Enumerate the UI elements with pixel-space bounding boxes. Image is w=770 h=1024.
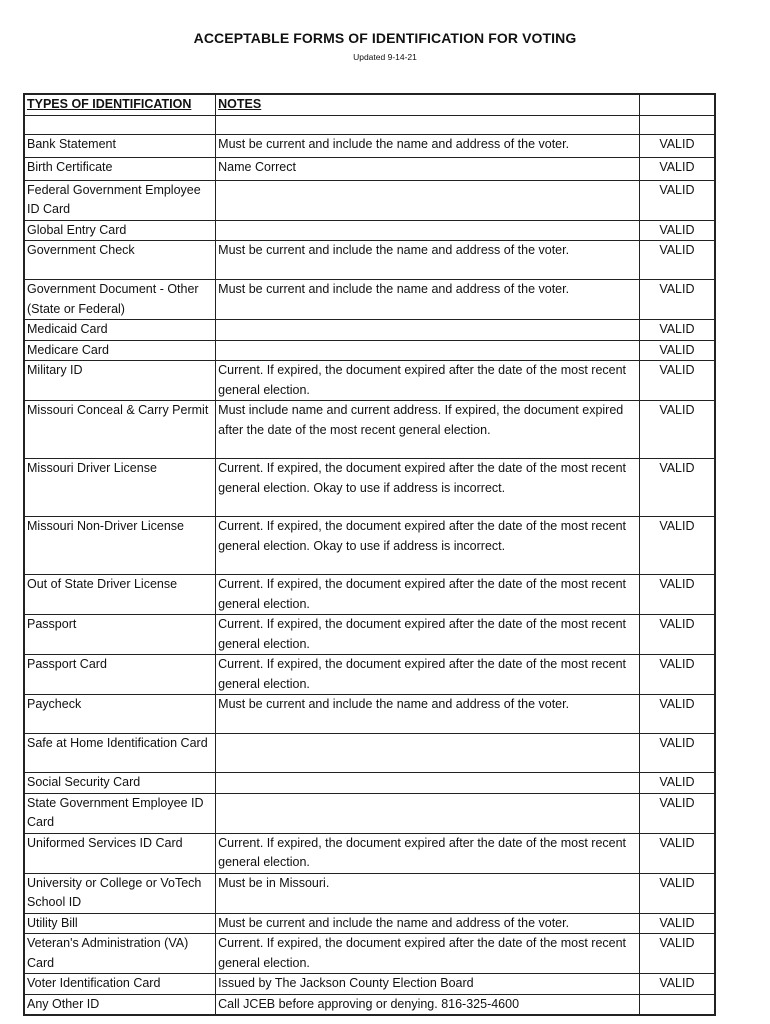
cell-notes: Current. If expired, the document expired after the date of the most recent general election. Okay to use if address is incorrect. <box>216 517 640 575</box>
cell-notes: Current. If expired, the document expired after the date of the most recent general election. <box>216 655 640 695</box>
table-row <box>24 134 715 157</box>
cell-status: VALID <box>639 157 715 180</box>
cell-status: VALID <box>639 873 715 913</box>
cell-notes: Current. If expired, the document expired after the date of the most recent general election. <box>216 934 640 974</box>
table-row <box>24 459 715 517</box>
cell-type: Birth Certificate <box>24 157 216 180</box>
cell-notes: Current. If expired, the document expired after the date of the most recent general election. <box>216 833 640 873</box>
cell-notes <box>216 180 640 220</box>
cell-status: VALID <box>639 320 715 341</box>
table-row <box>24 793 715 833</box>
table-header-row <box>24 94 715 115</box>
cell-status: VALID <box>639 655 715 695</box>
table-row <box>24 734 715 773</box>
cell-notes: Current. If expired, the document expired after the date of the most recent general election. <box>216 361 640 401</box>
cell-type: Veteran's Administration (VA) Card <box>24 934 216 974</box>
cell-status: VALID <box>639 280 715 320</box>
cell-status: VALID <box>639 615 715 655</box>
cell-notes: Must be current and include the name and address of the voter. <box>216 695 640 734</box>
cell-notes: Issued by The Jackson County Election Board <box>216 974 640 995</box>
cell-type: Passport <box>24 615 216 655</box>
cell-type: Missouri Driver License <box>24 459 216 517</box>
cell-status: VALID <box>639 220 715 241</box>
id-table <box>23 93 716 1016</box>
table-row <box>24 340 715 361</box>
cell-notes: Current. If expired, the document expired after the date of the most recent general election. <box>216 575 640 615</box>
cell-type: Medicaid Card <box>24 320 216 341</box>
cell-status: VALID <box>639 401 715 459</box>
cell-type: Military ID <box>24 361 216 401</box>
cell-type: Safe at Home Identification Card <box>24 734 216 773</box>
cell-notes: Must be current and include the name and address of the voter. <box>216 913 640 934</box>
cell-type: Out of State Driver License <box>24 575 216 615</box>
cell-type: Missouri Conceal & Carry Permit <box>24 401 216 459</box>
header-notes: NOTES <box>216 94 640 115</box>
table-row <box>24 913 715 934</box>
table-row <box>24 655 715 695</box>
table-row <box>24 695 715 734</box>
cell-status: VALID <box>639 734 715 773</box>
page-title: ACCEPTABLE FORMS OF IDENTIFICATION FOR VOTING <box>193 30 577 46</box>
table-row <box>24 934 715 974</box>
cell-notes <box>216 220 640 241</box>
cell-type: Medicare Card <box>24 340 216 361</box>
cell-status: VALID <box>639 134 715 157</box>
cell-status: VALID <box>639 180 715 220</box>
cell-status: VALID <box>639 575 715 615</box>
cell-status: VALID <box>639 340 715 361</box>
cell-notes: Must include name and current address. If expired, the document expired after the date of the most recent general election. <box>216 401 640 459</box>
cell-notes: Call JCEB before approving or denying. 816-325-4600 <box>216 994 640 1015</box>
table-row <box>24 994 715 1015</box>
table-row <box>24 615 715 655</box>
cell-type: Voter Identification Card <box>24 974 216 995</box>
cell-notes: Current. If expired, the document expired after the date of the most recent general election. <box>216 615 640 655</box>
table-row <box>24 157 715 180</box>
updated-date: Updated 9-14-21 <box>353 52 417 62</box>
cell-type: Uniformed Services ID Card <box>24 833 216 873</box>
cell-status: VALID <box>639 833 715 873</box>
table-row <box>24 280 715 320</box>
cell-type: Utility Bill <box>24 913 216 934</box>
cell-status: VALID <box>639 695 715 734</box>
table-row <box>24 180 715 220</box>
table-row <box>24 220 715 241</box>
table-row <box>24 773 715 794</box>
cell-type: Federal Government Employee ID Card <box>24 180 216 220</box>
cell-type: State Government Employee ID Card <box>24 793 216 833</box>
cell-type: University or College or VoTech School ID <box>24 873 216 913</box>
cell-type: Social Security Card <box>24 773 216 794</box>
cell-status: VALID <box>639 974 715 995</box>
cell-status: VALID <box>639 459 715 517</box>
cell-type: Bank Statement <box>24 134 216 157</box>
cell-notes: Current. If expired, the document expired after the date of the most recent general election. Okay to use if address is incorrect. <box>216 459 640 517</box>
cell-type: Government Check <box>24 241 216 280</box>
cell-status: VALID <box>639 517 715 575</box>
cell-type: Any Other ID <box>24 994 216 1015</box>
cell-status: VALID <box>639 773 715 794</box>
cell-status: VALID <box>639 934 715 974</box>
table-row <box>24 361 715 401</box>
cell-status: VALID <box>639 361 715 401</box>
cell-type: Paycheck <box>24 695 216 734</box>
cell-notes <box>216 793 640 833</box>
cell-type: Government Document - Other (State or Federal) <box>24 280 216 320</box>
spacer-row <box>24 115 715 134</box>
cell-type: Passport Card <box>24 655 216 695</box>
cell-notes: Must be current and include the name and address of the voter. <box>216 241 640 280</box>
cell-notes: Must be current and include the name and address of the voter. <box>216 134 640 157</box>
cell-notes <box>216 734 640 773</box>
cell-notes <box>216 340 640 361</box>
cell-status: VALID <box>639 913 715 934</box>
cell-status: VALID <box>639 241 715 280</box>
cell-notes: Name Correct <box>216 157 640 180</box>
table-row <box>24 401 715 459</box>
table-row <box>24 873 715 913</box>
table-row <box>24 320 715 341</box>
table-row <box>24 517 715 575</box>
table-row <box>24 974 715 995</box>
cell-type: Global Entry Card <box>24 220 216 241</box>
cell-status: VALID <box>639 793 715 833</box>
cell-notes: Must be in Missouri. <box>216 873 640 913</box>
table-row <box>24 241 715 280</box>
header-type: TYPES OF IDENTIFICATION <box>24 94 216 115</box>
cell-notes: Must be current and include the name and address of the voter. <box>216 280 640 320</box>
cell-type: Missouri Non-Driver License <box>24 517 216 575</box>
cell-notes <box>216 773 640 794</box>
table-row <box>24 833 715 873</box>
cell-notes <box>216 320 640 341</box>
cell-status <box>639 994 715 1015</box>
table-row <box>24 575 715 615</box>
header-status <box>639 94 715 115</box>
